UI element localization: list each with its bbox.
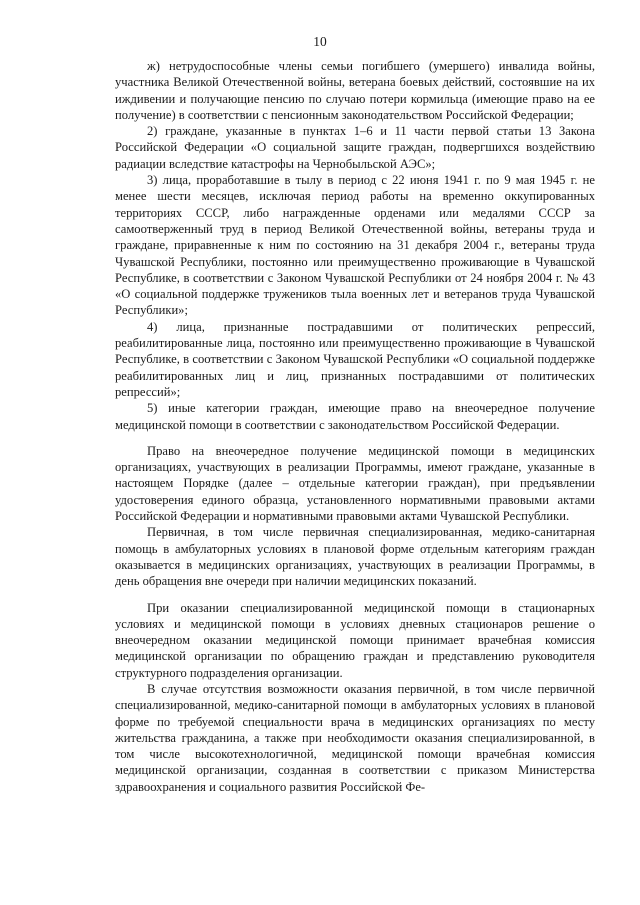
paragraph-specialized-care: При оказании специализированной медицинской помощи в стационарных условиях и медицинской помощи в условиях дневных стационаров решение о внеочередном оказании медицинской помощи принимает врачебная комиссия медицинской организации по обращению граждан и представлению руководителя структурного подразделения организации. — [115, 600, 595, 680]
paragraph-no-capacity: В случае отсутствия возможности оказания первичной, в том числе первичной специализированной, медико-санитарной помощи в амбулаторных условиях в плановой форме по требуемой специальности врача в медицинских организациях по месту жительства гражданина, а также при необходимости оказания специализированной, в том числе высокотехнологичной, медицинской помощи врачебная комиссия медицинской организации, созданная в соответствии с приказом Министерства здравоохранения и социального развития Российской Фе- — [115, 681, 595, 794]
paragraph-primary-care: Первичная, в том числе первичная специализированная, медико-санитарная помощь в амбулаторных условиях в плановой форме отдельным категориям граждан оказывается в медицинских организациях, участвующих в реализации Программы, в день обращения вне очереди при наличии медицинских показаний. — [115, 525, 595, 589]
paragraph-priority-right: Право на внеочередное получение медицинской помощи в медицинских организациях, участвующих в реализации Программы, имеют граждане, указанные в настоящем Порядке (далее – отдельные категории граждан), при предъявлении удостоверения единого образца, установленного нормативными правовыми актами Российской Федерации и нормативными правовыми актами Чувашской Республики. — [115, 443, 595, 524]
paragraph-item-4: 4) лица, признанные пострадавшими от политических репрессий, реабилитированные лица, постоянно или преимущественно проживающие в Чувашской Республике, в соответствии с Законом Чувашской Республики «О социальной поддержке реабилитированных лиц и лиц, признанных пострадавшими от политических репрессий»; — [115, 319, 595, 399]
paragraph-item-zh: ж) нетрудоспособные члены семьи погибшего (умершего) инвалида войны, участника Великой Отечественной войны, ветерана боевых действий, состоявшие на их иждивении и получающие пенсию по случаю потери кормильца (имеющие право на ее получение) в соответствии с пенсионным законодательством Российской Федерации; — [115, 59, 595, 122]
paragraph-item-2: 2) граждане, указанные в пунктах 1–6 и 11 части первой статьи 13 Закона Российской Федерации «О социальной защите граждан, подвергшихся воздействию радиации вследствие катастрофы на Чернобыльской АЭС»; — [115, 124, 595, 171]
document-body — [115, 58, 595, 795]
paragraph-item-3: 3) лица, проработавшие в тылу в период с 22 июня 1941 г. по 9 мая 1945 г. не менее шести месяцев, исключая период работы на временно оккупированных территориях СССР, либо награжденные орденами или медалями СССР за самоотверженный труд в период Великой Отечественной войны, ветераны труда и граждане, приравненные к ним по состоянию на 31 декабря 2004 г., ветераны труда Чувашской Республики, постоянно или преимущественно проживающие в Чувашской Республике, в соответствии с Законом Чувашской Республики от 24 ноября 2004 г. № 43 «О социальной поддержке тружеников тыла военных лет и ветеранов труда Чувашской Республики»; — [115, 173, 595, 318]
paragraph-item-5: 5) иные категории граждан, имеющие право на внеочередное получение медицинской помощи в соответствии с законодательством Российской Федерации. — [115, 401, 595, 432]
page-number: 10 — [313, 34, 327, 49]
